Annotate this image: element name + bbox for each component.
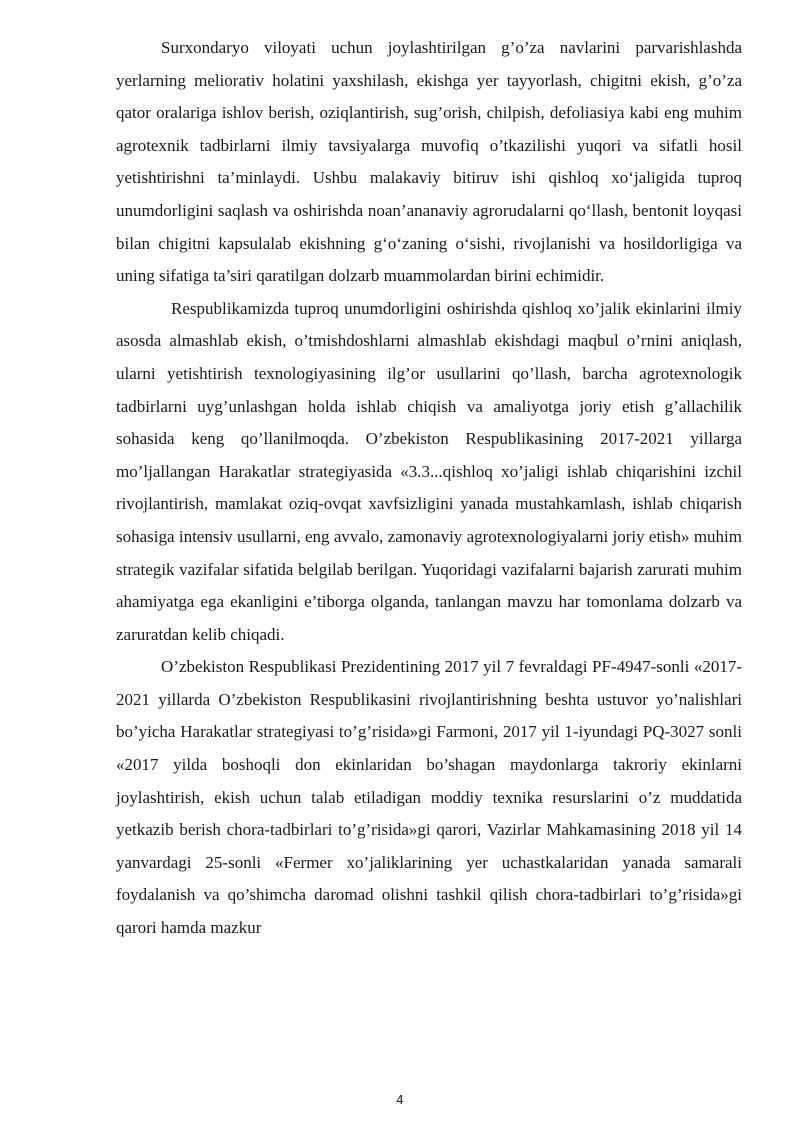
paragraph-2: Respublikamizda tuproq unumdorligini oshirishda qishloq xo’jalik ekinlarini ilmiy asosda almashlab ekish, o’tmishdoshlarni almashlab ekishdagi maqbul o’rnini aniqlash, ularni yetishtirish texnologiyasining ilg’or usullarini qo’llash, barcha agrotexnologik tadbirlarni uyg’unlashgan holda ishlab chiqish va amaliyotga joriy etish g’allachilik sohasida keng qo’llanilmoqda. O’zbekiston Respublikasining 2017-2021 yillarga mo’ljallangan Harakatlar strategiyasida «3.3...qishloq xo’jaligi ishlab chiqarishini izchil rivojlantirish, mamlakat oziq-ovqat xavfsizligini yanada mustahkamlash, ishlab chiqarish sohasiga intensiv usullarni, eng avvalo, zamonaviy agrotexnologiyalarni joriy etish» muhim strategik vazifalar sifatida belgilab berilgan. Yuqoridagi vazifalarni bajarish zarurati muhim ahamiyatga ega ekanligini e’tiborga olganda, tanlangan mavzu har tomonlama dolzarb va zaruratdan kelib chiqadi. [116, 298, 742, 644]
paragraph-1: Surxondaryo viloyati uchun joylashtirilgan g’o’za navlarini parvarishlashda yerlarning meliorativ holatini yaxshilash, ekishga yer tayyorlash, chigitni ekish, g’o’za qator oralariga ishlov berish, oziqlantirish, sug’orish, chilpish, defoliasiya kabi eng muhim agrotexnik tadbirlarni ilmiy tavsiyalarga muvofiq o’tkazilishi yuqori va sifatli hosil yetishtirishni ta’minlaydi. Ushbu malakaviy bitiruv ishi qishloq xo‘jaligida tuproq unumdorligini saqlash va oshirishda noan’ananaviy agrorudalarni qo‘llash, bentonit loyqasi bilan chigitni kapsulalab ekishning g‘o‘zaning o‘sishi, rivojlanishi va hosildorligiga va uning sifatiga ta’siri qaratilgan dolzarb muammolardan birini echimidir. [116, 38, 742, 286]
document-body [116, 32, 742, 945]
paragraph-3: O’zbekiston Respublikasi Prezidentining 2017 yil 7 fevraldagi PF-4947-sonli «2017-2021 yillarda O’zbekiston Respublikasini rivojlantirishning beshta ustuvor yo’nalishlari bo’yicha Harakatlar strategiyasi to’g’risida»gi Farmoni, 2017 yil 1-iyundagi PQ-3027 sonli «2017 yilda boshoqli don ekinlaridan bo’shagan maydonlarga takroriy ekinlarni joylashtirish, ekish uchun talab etiladigan moddiy texnika resurslarini o’z muddatida yetkazib berish chora-tadbirlari to’g’risida»gi qarori, Vazirlar Mahkamasining 2018 yil 14 yanvardagi 25-sonli «Fermer xo’jaliklarining yer uchastkalaridan yanada samarali foydalanish va qo’shimcha daromad olishni tashkil qilish chora-tadbirlari to’g’risida»gi qarori hamda mazkur [116, 657, 742, 938]
page-number: 4 [396, 1093, 404, 1107]
